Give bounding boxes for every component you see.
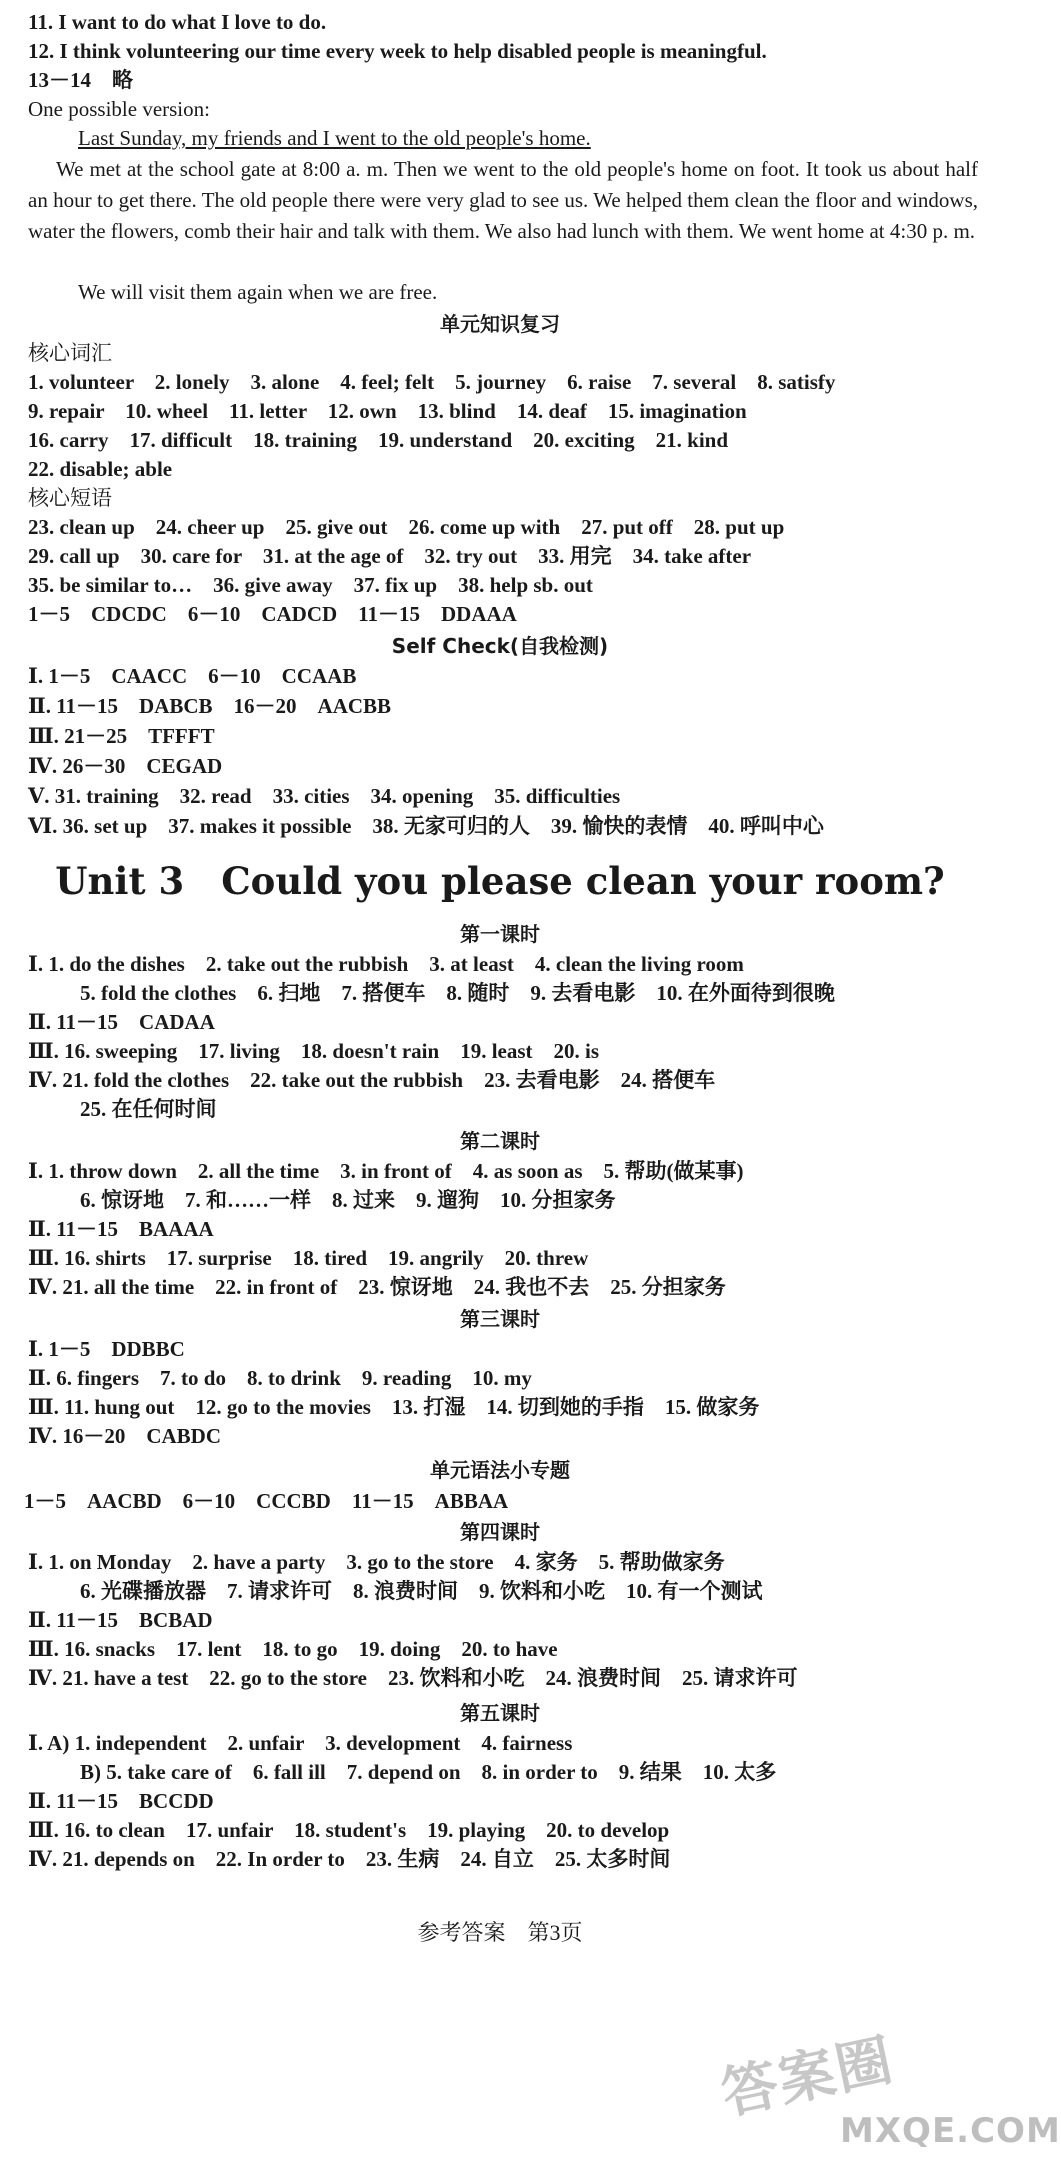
unit-title: Unit 3 Could you please clean your room?	[55, 859, 945, 903]
answer-line: Ⅳ. 21. fold the clothes 22. take out the rubbish 23. 去看电影 24. 搭便车	[28, 1068, 716, 1092]
answer-line: 13－14 略	[28, 68, 133, 92]
answer-line: 23. clean up 24. cheer up 25. give out 26. come up with 27. put off 28. put up	[28, 515, 785, 539]
section-title: 单元语法小专题	[430, 1458, 570, 1482]
answer-line: 6. 惊讶地 7. 和……一样 8. 过来 9. 遛狗 10. 分担家务	[80, 1188, 616, 1212]
answer-line: 9. repair 10. wheel 11. letter 12. own 13. blind 14. deaf 15. imagination	[28, 399, 747, 423]
section-title: 单元知识复习	[440, 312, 560, 336]
answer-line: Ⅰ. A) 1. independent 2. unfair 3. development 4. fairness	[28, 1731, 573, 1755]
lesson-title: 第二课时	[460, 1129, 540, 1153]
answer-line: Ⅳ. 21. depends on 22. In order to 23. 生病 24. 自立 25. 太多时间	[28, 1847, 671, 1871]
answer-line: 12. I think volunteering our time every week to help disabled people is meaningful.	[28, 39, 767, 63]
watermark-seal: 答案圈	[716, 2029, 900, 2127]
section-title: Self Check(自我检测)	[391, 634, 609, 658]
answer-line: Ⅰ. 1. do the dishes 2. take out the rubbish 3. at least 4. clean the living room	[28, 952, 744, 976]
answer-line: Ⅰ. 1. throw down 2. all the time 3. in front of 4. as soon as 5. 帮助(做某事)	[28, 1159, 744, 1183]
answer-line: Ⅵ. 36. set up 37. makes it possible 38. 无家可归的人 39. 愉快的表情 40. 呼叫中心	[28, 814, 824, 838]
answer-line: Ⅳ. 21. all the time 22. in front of 23. 惊讶地 24. 我也不去 25. 分担家务	[28, 1275, 726, 1299]
watermark-url: MXQE.COM	[840, 2111, 1061, 2151]
essay-first-line: Last Sunday, my friends and I went to the old people's home.	[78, 126, 591, 150]
answer-line: Ⅲ. 11. hung out 12. go to the movies 13. 打湿 14. 切到她的手指 15. 做家务	[28, 1395, 760, 1419]
answer-line: Ⅲ. 16. sweeping 17. living 18. doesn't rain 19. least 20. is	[28, 1039, 600, 1063]
lesson-title: 第一课时	[460, 922, 540, 946]
lesson-title: 第三课时	[460, 1307, 540, 1331]
answer-line: Ⅰ. 1－5 CAACC 6－10 CCAAB	[28, 664, 357, 688]
subsection-label: 核心短语	[28, 486, 112, 510]
answer-line: 1－5 AACBD 6－10 CCCBD 11－15 ABBAA	[24, 1489, 509, 1513]
answer-line: B) 5. take care of 6. fall ill 7. depend on 8. in order to 9. 结果 10. 太多	[80, 1760, 777, 1784]
answer-line: Ⅲ. 16. to clean 17. unfair 18. student's 19. playing 20. to develop	[28, 1818, 670, 1842]
answer-line: 25. 在任何时间	[80, 1097, 217, 1121]
answer-line: One possible version:	[28, 97, 210, 121]
answer-line: Ⅲ. 21－25 TFFFT	[28, 724, 215, 748]
watermark-logo	[716, 2029, 1061, 2151]
page-footer: 参考答案 第3页	[417, 1920, 583, 1945]
answer-line: Ⅳ. 16－20 CABDC	[28, 1424, 221, 1448]
answer-line: Ⅱ. 11－15 DABCB 16－20 AACBB	[28, 694, 392, 718]
subsection-label: 核心词汇	[28, 341, 112, 365]
answer-line: Ⅱ. 11－15 BAAAA	[28, 1217, 214, 1241]
answer-line: Ⅱ. 11－15 CADAA	[28, 1010, 215, 1034]
answer-line: Ⅲ. 16. snacks 17. lent 18. to go 19. doing 20. to have	[28, 1637, 558, 1661]
answer-line: Ⅳ. 26－30 CEGAD	[28, 754, 223, 778]
answer-line: 11. I want to do what I love to do.	[28, 10, 327, 34]
answer-line: 35. be similar to… 36. give away 37. fix up 38. help sb. out	[28, 573, 593, 597]
answer-line: 1－5 CDCDC 6－10 CADCD 11－15 DDAAA	[28, 602, 517, 626]
answer-line: Ⅳ. 21. have a test 22. go to the store 23. 饮料和小吃 24. 浪费时间 25. 请求许可	[28, 1666, 798, 1690]
lesson-title: 第四课时	[460, 1520, 540, 1544]
answer-line: 29. call up 30. care for 31. at the age of 32. try out 33. 用完 34. take after	[28, 544, 752, 568]
answer-line: 16. carry 17. difficult 18. training 19. understand 20. exciting 21. kind	[28, 428, 729, 452]
answer-line: 1. volunteer 2. lonely 3. alone 4. feel; felt 5. journey 6. raise 7. several 8. satisfy	[28, 370, 836, 394]
lesson-title: 第五课时	[460, 1701, 540, 1725]
answer-line: Ⅰ. 1. on Monday 2. have a party 3. go to the store 4. 家务 5. 帮助做家务	[28, 1550, 725, 1574]
answer-line: Ⅱ. 11－15 BCCDD	[28, 1789, 214, 1813]
answer-line: Ⅴ. 31. training 32. read 33. cities 34. opening 35. difficulties	[28, 784, 621, 808]
answer-line: Ⅱ. 6. fingers 7. to do 8. to drink 9. reading 10. my	[28, 1366, 532, 1390]
answer-line: Ⅱ. 11－15 BCBAD	[28, 1608, 213, 1632]
answer-line: 5. fold the clothes 6. 扫地 7. 搭便车 8. 随时 9. 去看电影 10. 在外面待到很晚	[80, 981, 835, 1005]
essay-paragraph: We met at the school gate at 8:00 a. m. Then we went to the old people's home on foot. It took us about half an hour to get there. The old people there were very glad to see us. We helped them clean the floor and windows, water the flowers, comb their hair and talk with them. We also had lunch with them. We went home at 4:30 p. m.	[28, 157, 978, 243]
answer-line: 6. 光碟播放器 7. 请求许可 8. 浪费时间 9. 饮料和小吃 10. 有一个测试	[80, 1579, 763, 1603]
essay-paragraph: We will visit them again when we are free.	[78, 280, 438, 304]
answer-line: Ⅰ. 1－5 DDBBC	[28, 1337, 185, 1361]
answer-line: Ⅲ. 16. shirts 17. surprise 18. tired 19. angrily 20. threw	[28, 1246, 589, 1270]
answer-line: 22. disable; able	[28, 457, 173, 481]
